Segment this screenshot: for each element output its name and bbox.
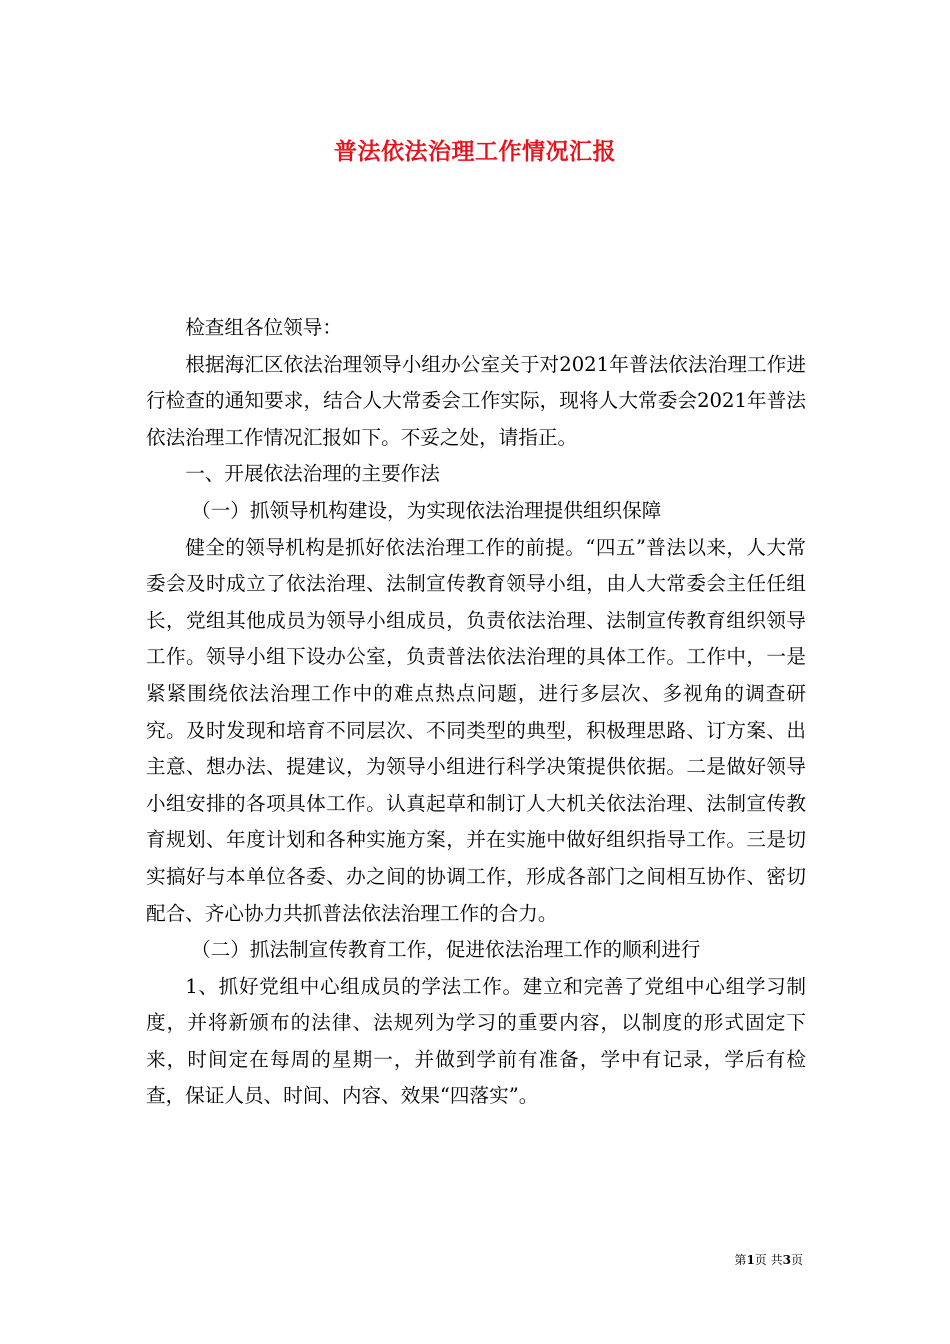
footer-middle: 页 共 xyxy=(754,1253,783,1267)
body-paragraph: 1、抓好党组中心组成员的学法工作。建立和完善了党组中心组学习制度，并将新颁布的法律、法规列为学习的重要内容，以制度的形式固定下来，时间定在每周的星期一，并做到学前有准备，学中有记录，学后有检查，保证人员、时间、内容、效果“四落实”。 xyxy=(146,974,806,1108)
subsection-heading: （一）抓领导机构建设，为实现依法治理提供组织保障 xyxy=(191,498,662,522)
page-number-footer xyxy=(734,1251,803,1268)
body-paragraph: 健全的领导机构是抓好依法治理工作的前提。“四五”普法以来，人大常委会及时成立了依法治理、法制宣传教育领导小组，由人大常委会主任任组长，党组其他成员为领导小组成员，负责依法治理、法制宣传教育组织领导工作。领导小组下设办公室，负责普法依法治理的具体工作。工作中，一是紧紧围绕依法治理工作中的难点热点问题，进行多层次、多视角的调查研究。及时发现和培育不同层次、不同类型的典型，积极理思路、订方案、出主意、想办法、提建议，为领导小组进行科学决策提供依据。二是做好领导小组安排的各项具体工作。认真起草和制订人大机关依法治理、法制宣传教育规划、年度计划和各种实施方案，并在实施中做好组织指导工作。三是切实搞好与本单位各委、办之间的协调工作，形成各部门之间相互协作、密切配合、齐心协力共抓普法依法治理工作的合力。 xyxy=(146,535,806,925)
intro-paragraph: 根据海汇区依法治理领导小组办公室关于对2021年普法依法治理工作进行检查的通知要求，结合人大常委会工作实际，现将人大常委会2021年普法依法治理工作情况汇报如下。不妥之处，请指正。 xyxy=(146,352,806,449)
section-heading: 一、开展依法治理的主要作法 xyxy=(185,462,440,486)
salutation: 检查组各位领导： xyxy=(185,316,342,339)
footer-suffix: 页 xyxy=(790,1253,803,1267)
footer-prefix: 第 xyxy=(734,1253,747,1267)
subsection-heading: （二）抓法制宣传教育工作，促进依法治理工作的顺利进行 xyxy=(191,938,701,962)
document-body xyxy=(146,310,806,1115)
current-page-number: 1 xyxy=(746,1253,755,1267)
total-page-number: 3 xyxy=(782,1253,791,1267)
document-title: 普法依法治理工作情况汇报 xyxy=(334,138,616,165)
